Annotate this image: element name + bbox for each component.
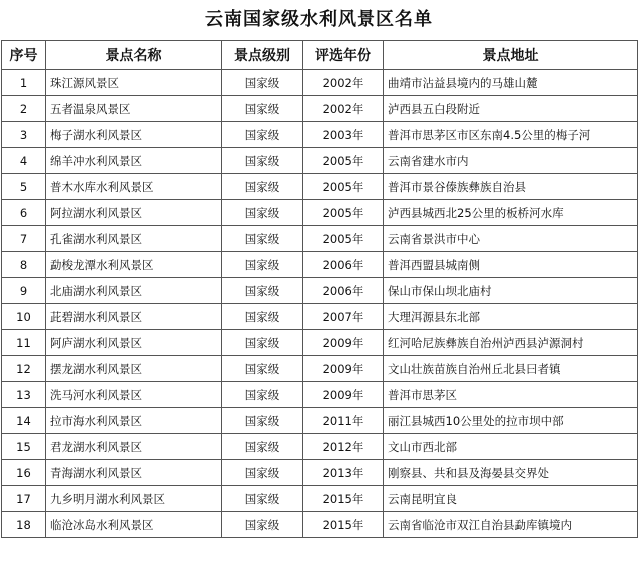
cell-scenic-address: 曲靖市沾益县境内的马雄山麓 bbox=[384, 70, 638, 96]
cell-selection-year: 2009年 bbox=[303, 356, 384, 382]
cell-serial-number: 1 bbox=[2, 70, 46, 96]
cell-scenic-address: 保山市保山坝北庙村 bbox=[384, 278, 638, 304]
cell-scenic-level: 国家级 bbox=[222, 330, 303, 356]
cell-serial-number: 5 bbox=[2, 174, 46, 200]
table-row bbox=[2, 200, 638, 226]
table-row bbox=[2, 122, 638, 148]
cell-scenic-level: 国家级 bbox=[222, 174, 303, 200]
cell-scenic-level: 国家级 bbox=[222, 434, 303, 460]
cell-selection-year: 2005年 bbox=[303, 174, 384, 200]
cell-scenic-level: 国家级 bbox=[222, 512, 303, 538]
cell-scenic-name: 洗马河水利风景区 bbox=[46, 382, 222, 408]
cell-scenic-level: 国家级 bbox=[222, 382, 303, 408]
cell-scenic-address: 普洱西盟县城南侧 bbox=[384, 252, 638, 278]
table-row bbox=[2, 252, 638, 278]
cell-scenic-address: 刚察县、共和县及海晏县交界处 bbox=[384, 460, 638, 486]
cell-scenic-level: 国家级 bbox=[222, 408, 303, 434]
cell-scenic-name: 君龙湖水利风景区 bbox=[46, 434, 222, 460]
cell-serial-number: 10 bbox=[2, 304, 46, 330]
cell-scenic-name: 青海湖水利风景区 bbox=[46, 460, 222, 486]
cell-selection-year: 2003年 bbox=[303, 122, 384, 148]
table-row bbox=[2, 304, 638, 330]
cell-serial-number: 14 bbox=[2, 408, 46, 434]
cell-selection-year: 2013年 bbox=[303, 460, 384, 486]
cell-scenic-level: 国家级 bbox=[222, 70, 303, 96]
header-scenic-name: 景点名称 bbox=[46, 41, 222, 70]
cell-serial-number: 11 bbox=[2, 330, 46, 356]
cell-scenic-name: 摆龙湖水利风景区 bbox=[46, 356, 222, 382]
cell-scenic-address: 大理洱源县东北部 bbox=[384, 304, 638, 330]
cell-scenic-address: 普洱市思茅区 bbox=[384, 382, 638, 408]
cell-scenic-name: 勐梭龙潭水利风景区 bbox=[46, 252, 222, 278]
cell-scenic-address: 泸西县城西北25公里的板桥河水库 bbox=[384, 200, 638, 226]
cell-selection-year: 2009年 bbox=[303, 330, 384, 356]
cell-scenic-name: 普木水库水利风景区 bbox=[46, 174, 222, 200]
cell-scenic-level: 国家级 bbox=[222, 148, 303, 174]
cell-scenic-level: 国家级 bbox=[222, 122, 303, 148]
table-row bbox=[2, 434, 638, 460]
cell-selection-year: 2002年 bbox=[303, 96, 384, 122]
page-title: 云南国家级水利风景区名单 bbox=[205, 9, 433, 30]
cell-serial-number: 6 bbox=[2, 200, 46, 226]
table-row bbox=[2, 460, 638, 486]
table-row bbox=[2, 278, 638, 304]
cell-scenic-address: 云南昆明宜良 bbox=[384, 486, 638, 512]
header-scenic-address: 景点地址 bbox=[384, 41, 638, 70]
cell-selection-year: 2007年 bbox=[303, 304, 384, 330]
cell-scenic-address: 普洱市思茅区市区东南4.5公里的梅子河 bbox=[384, 122, 638, 148]
table-row bbox=[2, 148, 638, 174]
cell-scenic-level: 国家级 bbox=[222, 278, 303, 304]
cell-scenic-name: 拉市海水利风景区 bbox=[46, 408, 222, 434]
cell-serial-number: 7 bbox=[2, 226, 46, 252]
cell-selection-year: 2012年 bbox=[303, 434, 384, 460]
cell-scenic-address: 泸西县五白段附近 bbox=[384, 96, 638, 122]
cell-scenic-name: 北庙湖水利风景区 bbox=[46, 278, 222, 304]
cell-serial-number: 12 bbox=[2, 356, 46, 382]
table-row bbox=[2, 382, 638, 408]
table-row bbox=[2, 408, 638, 434]
cell-serial-number: 17 bbox=[2, 486, 46, 512]
cell-scenic-name: 绵羊冲水利风景区 bbox=[46, 148, 222, 174]
scenic-area-table bbox=[1, 40, 638, 538]
cell-scenic-address: 云南省建水市内 bbox=[384, 148, 638, 174]
cell-scenic-address: 云南省临沧市双江自治县勐库镇境内 bbox=[384, 512, 638, 538]
cell-scenic-address: 丽江县城西10公里处的拉市坝中部 bbox=[384, 408, 638, 434]
cell-serial-number: 15 bbox=[2, 434, 46, 460]
cell-scenic-level: 国家级 bbox=[222, 460, 303, 486]
cell-scenic-name: 五者温泉风景区 bbox=[46, 96, 222, 122]
cell-scenic-name: 九乡明月湖水利风景区 bbox=[46, 486, 222, 512]
cell-scenic-address: 红河哈尼族彝族自治州泸西县泸源洞村 bbox=[384, 330, 638, 356]
cell-scenic-name: 茈碧湖水利风景区 bbox=[46, 304, 222, 330]
cell-scenic-address: 文山市西北部 bbox=[384, 434, 638, 460]
table-body bbox=[2, 70, 638, 538]
cell-scenic-name: 阿拉湖水利风景区 bbox=[46, 200, 222, 226]
cell-scenic-level: 国家级 bbox=[222, 356, 303, 382]
cell-scenic-address: 文山壮族苗族自治州丘北县曰者镇 bbox=[384, 356, 638, 382]
cell-scenic-level: 国家级 bbox=[222, 304, 303, 330]
cell-serial-number: 13 bbox=[2, 382, 46, 408]
cell-scenic-name: 梅子湖水利风景区 bbox=[46, 122, 222, 148]
header-scenic-level: 景点级别 bbox=[222, 41, 303, 70]
cell-scenic-name: 孔雀湖水利风景区 bbox=[46, 226, 222, 252]
cell-selection-year: 2005年 bbox=[303, 148, 384, 174]
cell-scenic-level: 国家级 bbox=[222, 96, 303, 122]
header-selection-year: 评选年份 bbox=[303, 41, 384, 70]
table-row bbox=[2, 486, 638, 512]
cell-serial-number: 16 bbox=[2, 460, 46, 486]
cell-selection-year: 2011年 bbox=[303, 408, 384, 434]
cell-selection-year: 2009年 bbox=[303, 382, 384, 408]
cell-scenic-name: 阿庐湖水利风景区 bbox=[46, 330, 222, 356]
cell-selection-year: 2006年 bbox=[303, 278, 384, 304]
cell-selection-year: 2005年 bbox=[303, 200, 384, 226]
cell-selection-year: 2005年 bbox=[303, 226, 384, 252]
table-row bbox=[2, 226, 638, 252]
cell-selection-year: 2002年 bbox=[303, 70, 384, 96]
table-row bbox=[2, 512, 638, 538]
cell-scenic-address: 云南省景洪市中心 bbox=[384, 226, 638, 252]
cell-scenic-level: 国家级 bbox=[222, 200, 303, 226]
cell-serial-number: 9 bbox=[2, 278, 46, 304]
cell-selection-year: 2015年 bbox=[303, 486, 384, 512]
table-header-row bbox=[2, 41, 638, 70]
cell-serial-number: 3 bbox=[2, 122, 46, 148]
cell-scenic-name: 临沧冰岛水利风景区 bbox=[46, 512, 222, 538]
cell-scenic-level: 国家级 bbox=[222, 226, 303, 252]
cell-scenic-name: 珠江源风景区 bbox=[46, 70, 222, 96]
table-row bbox=[2, 174, 638, 200]
table-row bbox=[2, 356, 638, 382]
cell-selection-year: 2015年 bbox=[303, 512, 384, 538]
cell-serial-number: 4 bbox=[2, 148, 46, 174]
cell-selection-year: 2006年 bbox=[303, 252, 384, 278]
table-row bbox=[2, 330, 638, 356]
header-serial-number: 序号 bbox=[2, 41, 46, 70]
cell-serial-number: 2 bbox=[2, 96, 46, 122]
table-row bbox=[2, 70, 638, 96]
table-row bbox=[2, 96, 638, 122]
cell-serial-number: 18 bbox=[2, 512, 46, 538]
cell-serial-number: 8 bbox=[2, 252, 46, 278]
cell-scenic-address: 普洱市景谷傣族彝族自治县 bbox=[384, 174, 638, 200]
cell-scenic-level: 国家级 bbox=[222, 252, 303, 278]
cell-scenic-level: 国家级 bbox=[222, 486, 303, 512]
